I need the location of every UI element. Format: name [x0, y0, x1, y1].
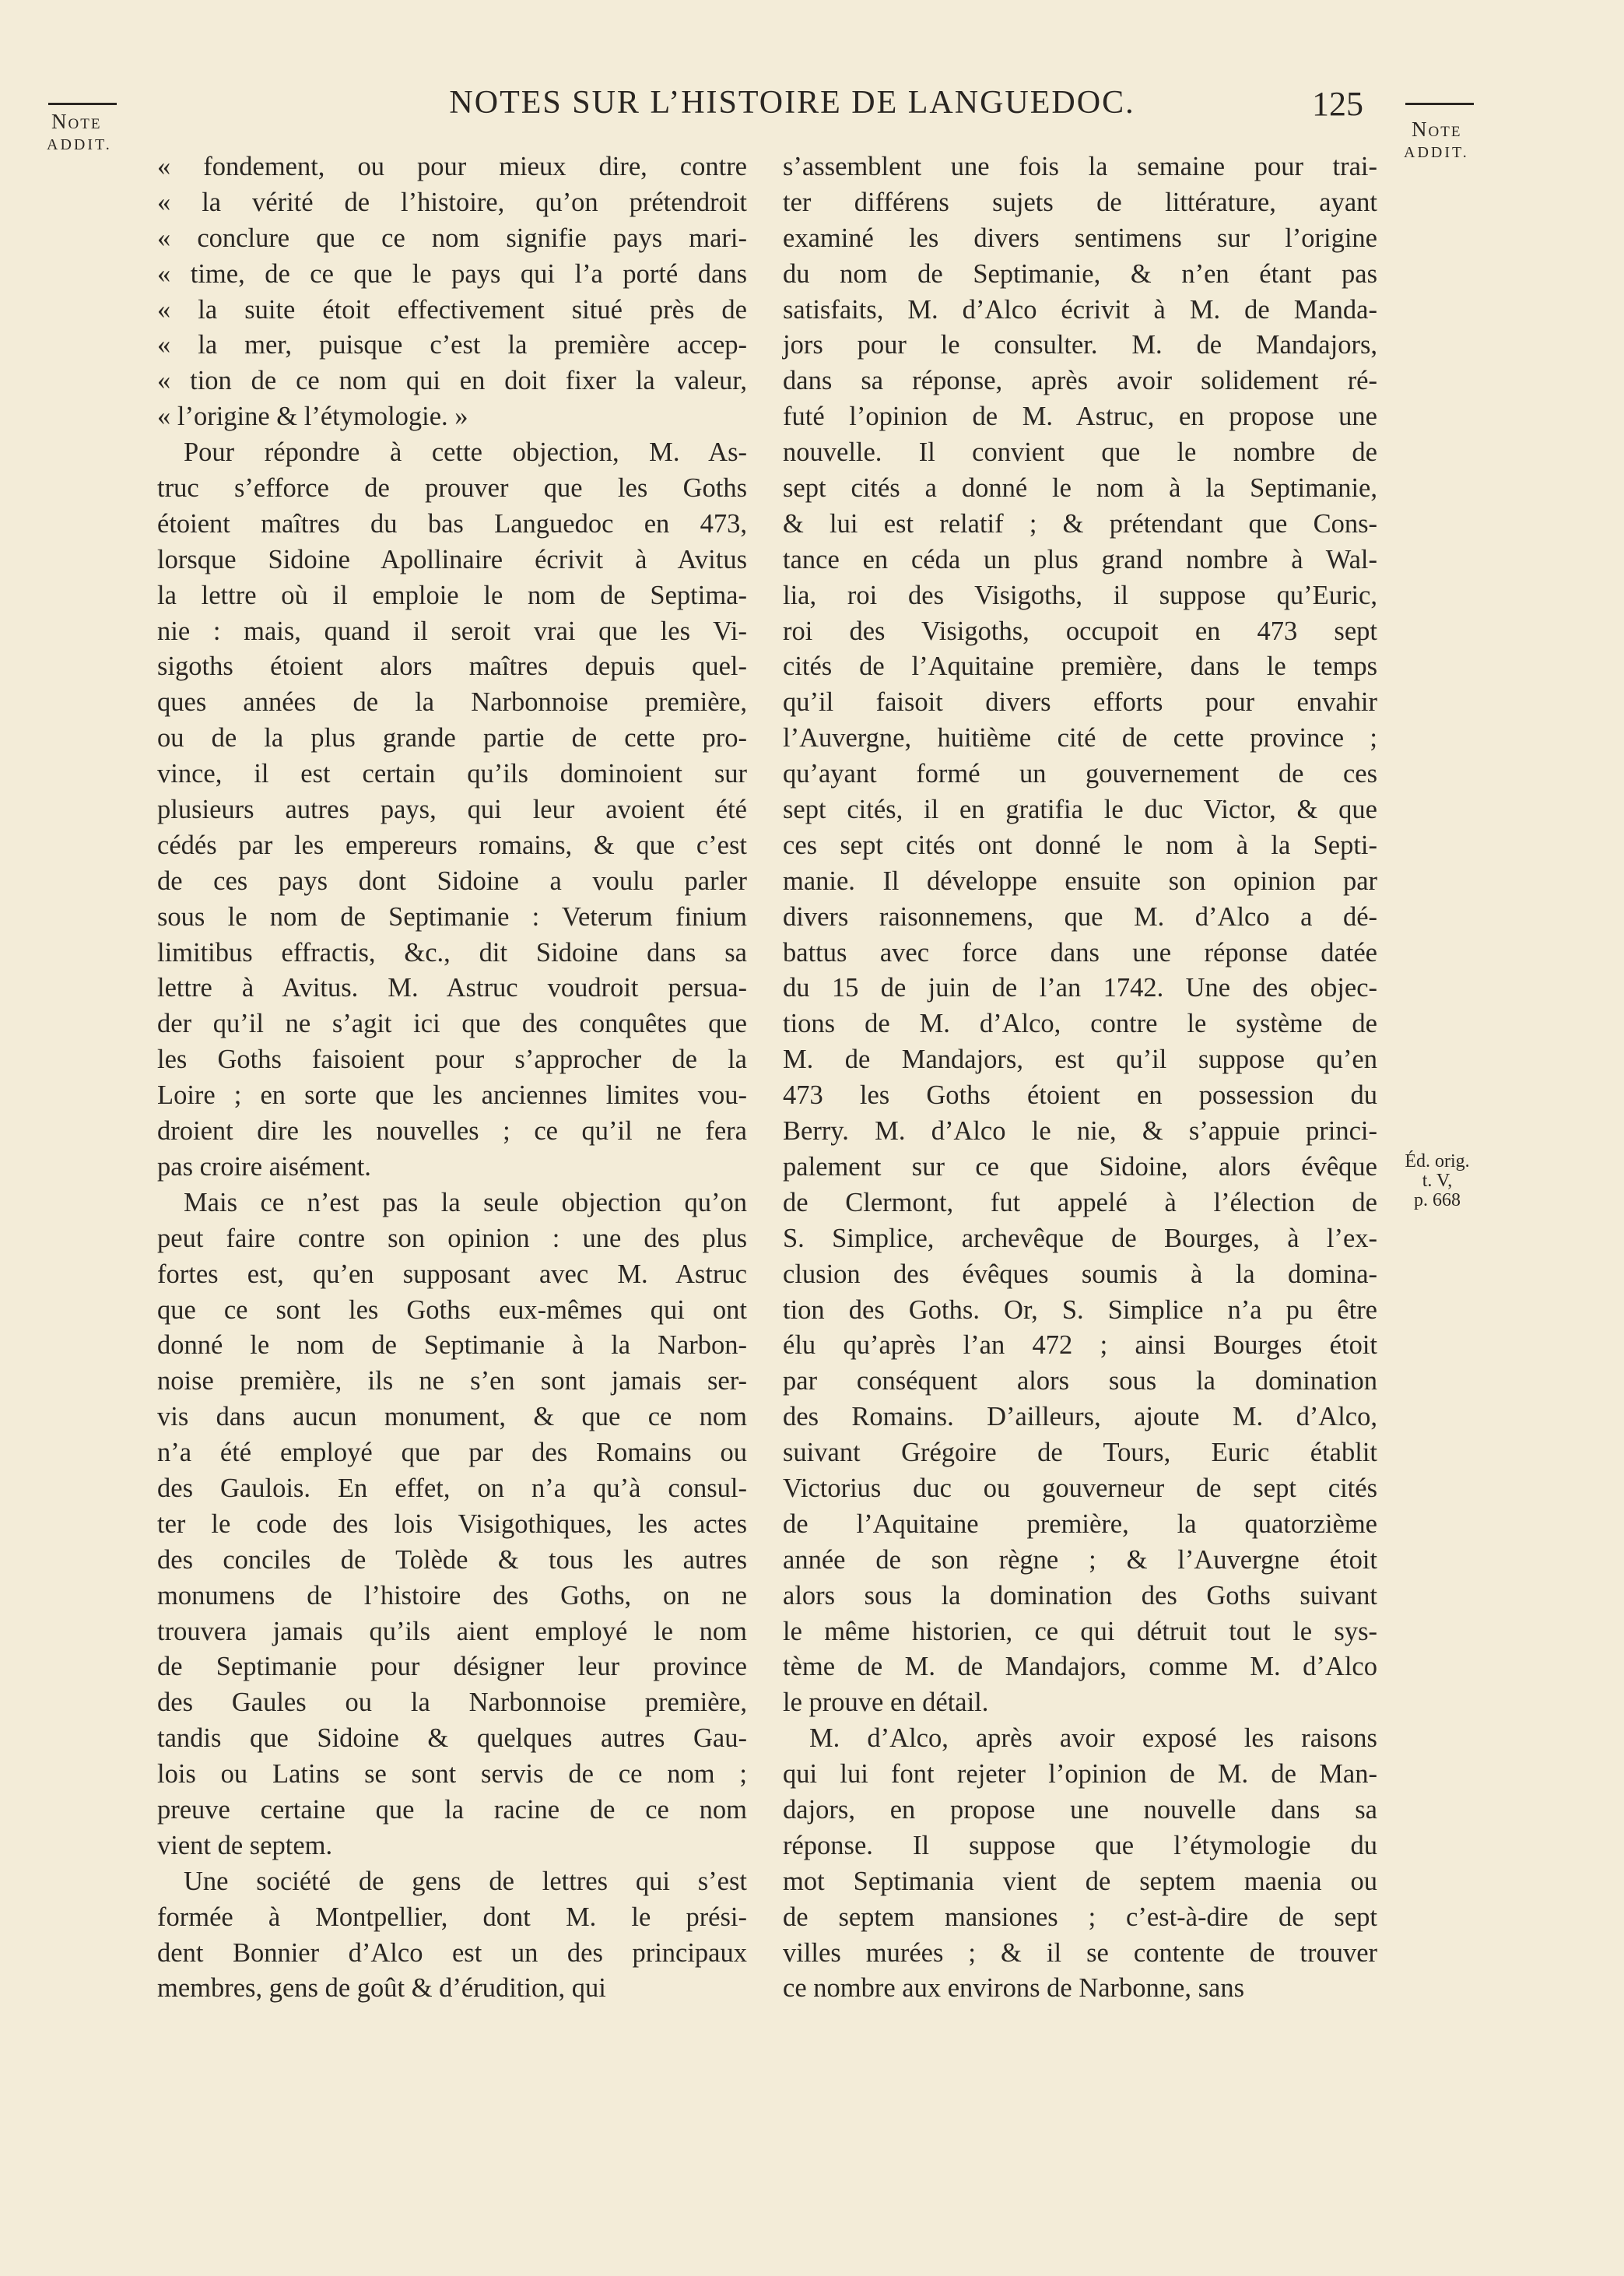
text-line: des conciles de Tolède & tous les autres [157, 1544, 747, 1575]
text-line: ces sept cités ont donné le nom à la Septi- [783, 830, 1377, 860]
text-line: par conséquent alors sous la domination [783, 1366, 1377, 1396]
text-line: lorsque Sidoine Apollinaire écrivit à Avitus [157, 544, 747, 574]
text-line: du nom de Septimanie, & n’en étant pas [783, 258, 1377, 289]
text-line: Une société de gens de lettres qui s’est [184, 1866, 747, 1896]
text-line: 473 les Goths étoient en possession du [783, 1080, 1377, 1111]
text-line: plusieurs autres pays, qui leur avoient été [157, 795, 747, 825]
text-line: dent Bonnier d’Alco est un des principaux [157, 1937, 747, 1968]
text-line: M. de Mandajors, est qu’il suppose qu’en [783, 1045, 1377, 1075]
right-margin-rule [1405, 103, 1474, 105]
text-line: lois ou Latins se sont servis de ce nom ; [157, 1759, 747, 1790]
left-margin-note [47, 109, 112, 155]
text-line: roi des Visigoths, occupoit en 473 sept [783, 616, 1377, 646]
text-line: s’assemblent une fois la semaine pour trai- [783, 152, 1377, 181]
text-line: jors pour le consulter. M. de Mandajors, [783, 330, 1377, 360]
left-text-column [157, 149, 747, 2007]
text-line: battus avec force dans une réponse datée [783, 937, 1377, 968]
right-margin-note-line2: ADDIT. [1404, 143, 1469, 161]
text-line: divers raisonnemens, que M. d’Alco a dé- [783, 901, 1377, 932]
text-line: Mais ce n’est pas la seule objection qu’on [184, 1187, 747, 1217]
text-line: lettre à Avitus. M. Astruc voudroit persua- [157, 973, 747, 1003]
text-line: Victorius duc ou gouverneur de sept cités [783, 1473, 1377, 1503]
text-line: limitibus effractis, &c., dit Sidoine dans sa [157, 937, 747, 968]
text-line: de ces pays dont Sidoine a voulu parler [157, 866, 747, 896]
text-line: nouvelle. Il convient que le nombre de [783, 437, 1377, 468]
left-margin-note-line2: ADDIT. [47, 135, 112, 153]
text-line: droient dire les nouvelles ; ce qu’il ne fera [157, 1116, 747, 1147]
text-line: M. d’Alco, après avoir exposé les raisons [809, 1723, 1377, 1754]
text-line: « fondement, ou pour mieux dire, contre [157, 152, 747, 181]
text-line: sept cités a donné le nom à la Septimanie, [783, 473, 1377, 504]
text-line: fortes est, qu’en supposant avec M. Astruc [157, 1259, 747, 1289]
text-line: tance en céda un plus grand nombre à Wal- [783, 544, 1377, 574]
text-line: « la suite étoit effectivement situé près de [157, 294, 747, 325]
text-line: étoient maîtres du bas Languedoc en 473, [157, 508, 747, 539]
text-line: examiné les divers sentimens sur l’origine [783, 223, 1377, 253]
text-line: « la vérité de l’histoire, qu’on prétendroit [157, 187, 747, 217]
text-line: Berry. M. d’Alco le nie, & s’appuie princi- [783, 1116, 1377, 1147]
text-line: de l’Aquitaine première, la quatorzième [783, 1509, 1377, 1539]
text-line: noise première, ils ne s’en sont jamais ser- [157, 1366, 747, 1396]
text-line: ques années de la Narbonnoise première, [157, 687, 747, 718]
text-line: du 15 de juin de l’an 1742. Une des objec- [783, 973, 1377, 1003]
text-line: vient de septem. [157, 1830, 333, 1860]
text-line: « l’origine & l’étymologie. » [157, 402, 468, 432]
text-line: palement sur ce que Sidoine, alors évêque [783, 1151, 1377, 1182]
text-line: « la mer, puisque c’est la première accep- [157, 330, 747, 360]
text-line: les Goths faisoient pour s’approcher de la [157, 1045, 747, 1075]
running-title: NOTES SUR L’HISTOIRE DE LANGUEDOC. [449, 85, 1135, 121]
text-line: suivant Grégoire de Tours, Euric établit [783, 1438, 1377, 1468]
text-line: trouvera jamais qu’ils aient employé le nom [157, 1616, 747, 1646]
text-line: lia, roi des Visigoths, il suppose qu’Euric, [783, 580, 1377, 610]
text-line: le même historien, ce qui détruit tout le sys- [783, 1616, 1377, 1646]
text-line: clusion des évêques soumis à la domina- [783, 1259, 1377, 1289]
text-line: formée à Montpellier, dont M. le prési- [157, 1902, 747, 1932]
text-line: tème de M. de Mandajors, comme M. d’Alco [783, 1652, 1377, 1682]
text-line: vis dans aucun monument, & que ce nom [157, 1402, 747, 1432]
text-line: « time, de ce que le pays qui l’a porté dans [157, 258, 747, 289]
text-line: « tion de ce nom qui en doit fixer la valeur, [157, 366, 747, 396]
text-line: Loire ; en sorte que les anciennes limites vou- [157, 1080, 747, 1111]
text-line: ter le code des lois Visigothiques, les actes [157, 1509, 747, 1539]
text-line: S. Simplice, archevêque de Bourges, à l’ex- [783, 1223, 1377, 1253]
text-line: qui lui font rejeter l’opinion de M. de Man- [783, 1759, 1377, 1790]
text-line: dajors, en propose une nouvelle dans sa [783, 1794, 1377, 1825]
text-line: villes murées ; & il se contente de trouver [783, 1937, 1377, 1968]
edition-note-line2: t. V, [1422, 1171, 1453, 1192]
text-line: des Romains. D’ailleurs, ajoute M. d’Alco, [783, 1402, 1377, 1432]
text-line: monumens de l’histoire des Goths, on ne [157, 1580, 747, 1610]
text-line: sigoths étoient alors maîtres depuis quel- [157, 652, 747, 682]
text-line: de septem mansiones ; c’est-à-dire de sept [783, 1902, 1377, 1932]
text-line: des Gaules ou la Narbonnoise première, [157, 1688, 747, 1718]
text-line: pas croire aisément. [157, 1151, 371, 1182]
text-line: élu qu’après l’an 472 ; ainsi Bourges étoit [783, 1330, 1377, 1361]
left-margin-rule [48, 103, 117, 105]
text-line: der qu’il ne s’agit ici que des conquêtes que [157, 1009, 747, 1039]
text-line: le prouve en détail. [783, 1688, 989, 1718]
text-line: qu’ayant formé un gouvernement de ces [783, 759, 1377, 789]
text-line: tion des Goths. Or, S. Simplice n’a pu être [783, 1294, 1377, 1325]
edition-note-line3: p. 668 [1414, 1190, 1461, 1211]
text-line: nie : mais, quand il seroit vrai que les Vi- [157, 616, 747, 646]
edition-note-line1: Éd. orig. [1405, 1151, 1470, 1171]
text-line: la lettre où il emploie le nom de Septima- [157, 580, 747, 610]
edition-reference-note [1387, 1152, 1488, 1211]
text-line: futé l’opinion de M. Astruc, en propose une [783, 402, 1377, 432]
page-header [0, 84, 1624, 131]
text-line: ce nombre aux environs de Narbonne, sans [783, 1973, 1245, 2004]
text-line: dans sa réponse, après avoir solidement ré- [783, 366, 1377, 396]
text-line: de Septimanie pour désigner leur province [157, 1652, 747, 1682]
text-line: donné le nom de Septimanie à la Narbon- [157, 1330, 747, 1361]
text-line: sept cités, il en gratifia le duc Victor, & que [783, 795, 1377, 825]
right-margin-note [1404, 117, 1469, 163]
left-margin-note-line1: Note [51, 110, 102, 133]
text-line: preuve certaine que la racine de ce nom [157, 1794, 747, 1825]
text-line: ou de la plus grande partie de cette pro- [157, 723, 747, 753]
text-line: manie. Il développe ensuite son opinion par [783, 866, 1377, 896]
text-line: cédés par les empereurs romains, & que c’est [157, 830, 747, 860]
right-margin-note-line1: Note [1412, 118, 1462, 141]
text-line: satisfaits, M. d’Alco écrivit à M. de Manda- [783, 294, 1377, 325]
text-line: truc s’efforce de prouver que les Goths [157, 473, 747, 504]
text-line: mot Septimania vient de septem maenia ou [783, 1866, 1377, 1896]
text-line: de Clermont, fut appelé à l’élection de [783, 1187, 1377, 1217]
text-line: n’a été employé que par des Romains ou [157, 1438, 747, 1468]
text-line: peut faire contre son opinion : une des plus [157, 1223, 747, 1253]
text-line: année de son règne ; & l’Auvergne étoit [783, 1544, 1377, 1575]
text-line: tions de M. d’Alco, contre le système de [783, 1009, 1377, 1039]
text-line: membres, gens de goût & d’érudition, qui [157, 1973, 606, 2004]
text-line: ter différens sujets de littérature, ayant [783, 187, 1377, 217]
right-text-column [783, 149, 1377, 2007]
text-line: tandis que Sidoine & quelques autres Gau- [157, 1723, 747, 1754]
text-line: alors sous la domination des Goths suivant [783, 1580, 1377, 1610]
text-line: des Gaulois. En effet, on n’a qu’à consul- [157, 1473, 747, 1503]
text-line: que ce sont les Goths eux-mêmes qui ont [157, 1294, 747, 1325]
text-line: réponse. Il suppose que l’étymologie du [783, 1830, 1377, 1860]
text-line: qu’il faisoit divers efforts pour envahir [783, 687, 1377, 718]
text-line: Pour répondre à cette objection, M. As- [184, 437, 747, 468]
text-line: sous le nom de Septimanie : Veterum finium [157, 901, 747, 932]
text-line: vince, il est certain qu’ils dominoient sur [157, 759, 747, 789]
text-line: cités de l’Aquitaine première, dans le temps [783, 652, 1377, 682]
text-line: « conclure que ce nom signifie pays mari- [157, 223, 747, 253]
page-number: 125 [1312, 85, 1363, 123]
text-line: & lui est relatif ; & prétendant que Cons- [783, 508, 1377, 539]
text-line: l’Auvergne, huitième cité de cette province ; [783, 723, 1377, 753]
